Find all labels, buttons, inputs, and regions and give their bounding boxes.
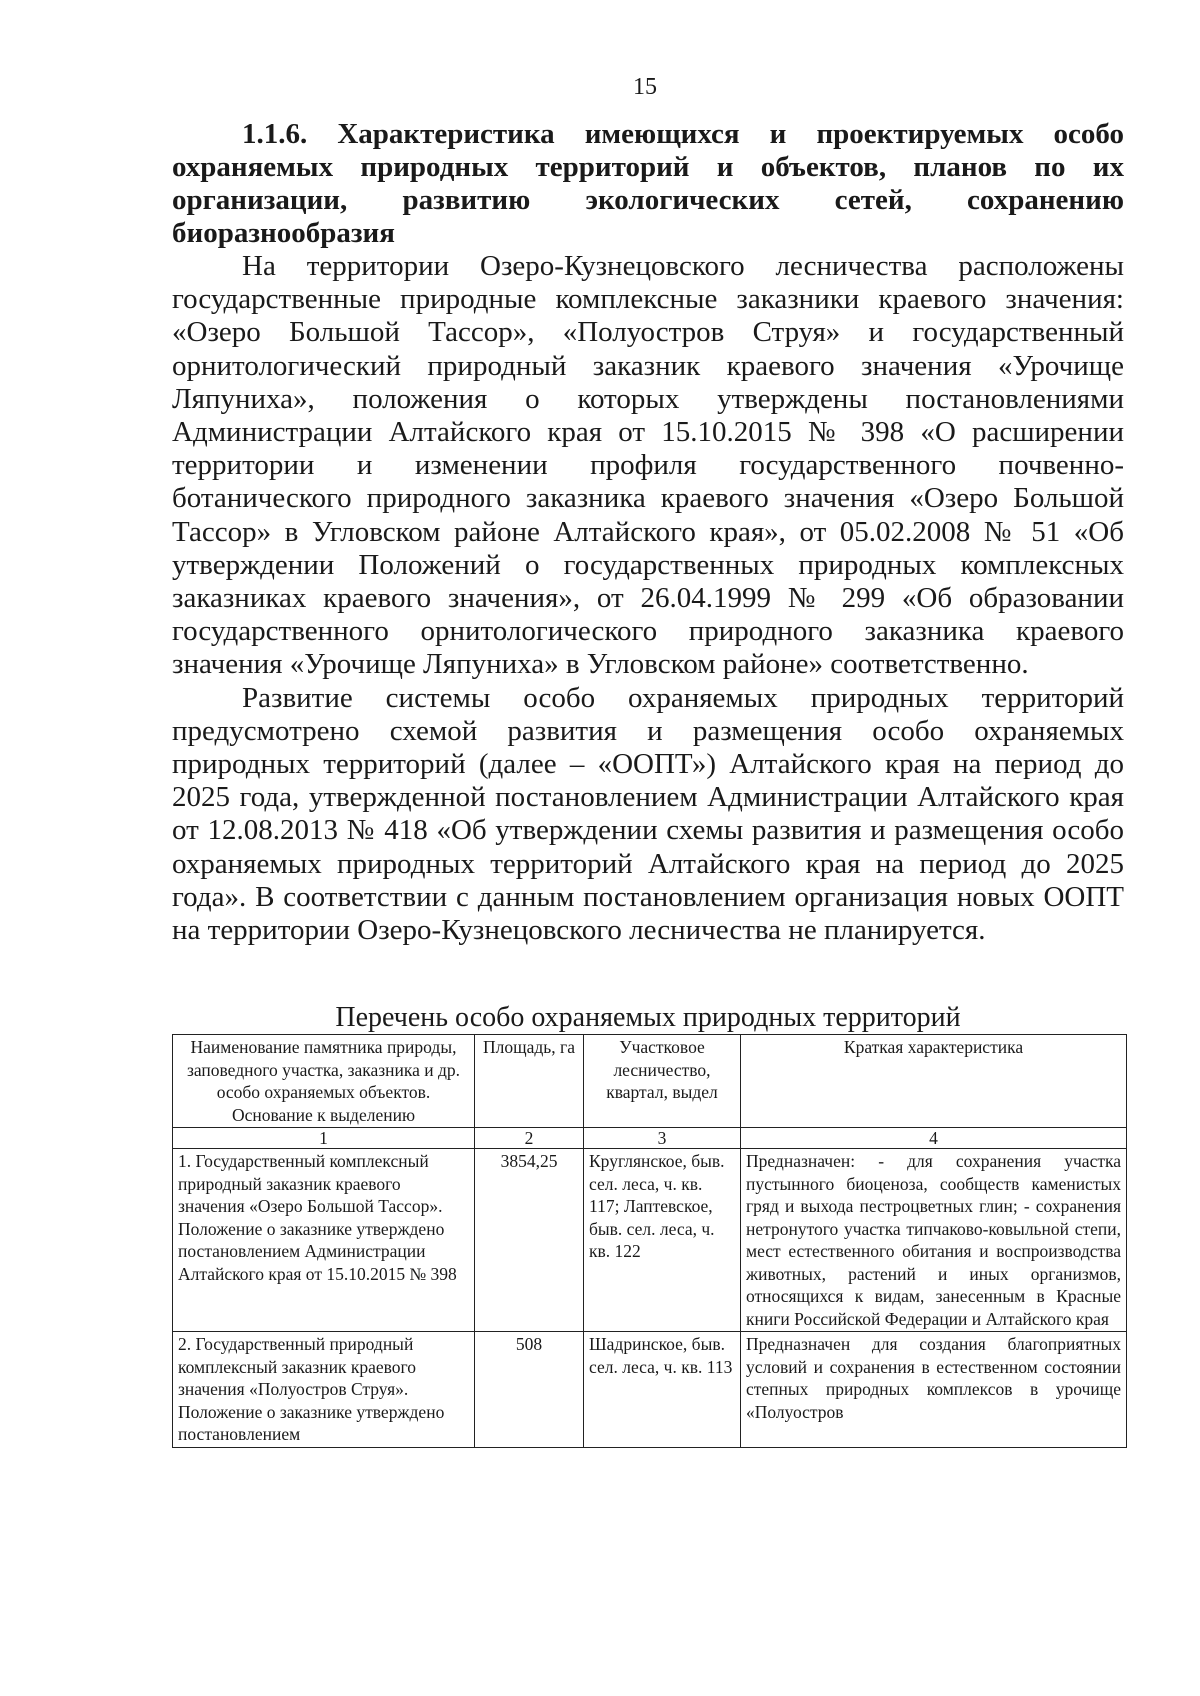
- row-area: 508: [475, 1332, 584, 1448]
- table-row: [173, 1149, 1127, 1332]
- column-number: 2: [475, 1128, 584, 1149]
- column-number: 4: [741, 1128, 1127, 1149]
- header-name: Наименование памятника природы, заповедного участка, заказника и др. особо охраняемых объектов. Основание к выделению: [173, 1035, 475, 1128]
- row-location: Круглянское, быв. сел. леса, ч. кв. 117; Лаптевское, быв. сел. леса, ч. кв. 122: [584, 1149, 741, 1332]
- header-description: Краткая характеристика: [741, 1035, 1127, 1128]
- section-content: [172, 118, 1124, 1035]
- column-number-row: [173, 1128, 1127, 1149]
- section-heading: 1.1.6. Характеристика имеющихся и проектируемых особо охраняемых природных территорий и объектов, планов по их организации, развитию экологических сетей, сохранению биоразнообразия: [172, 118, 1124, 249]
- column-number: 1: [173, 1128, 475, 1149]
- table-header-row: [173, 1035, 1127, 1128]
- row-location: Шадринское, быв. сел. леса, ч. кв. 113: [584, 1332, 741, 1448]
- row-name: 2. Государственный природный комплексный заказник краевого значения «Полуостров Струя». Положение о заказнике утверждено постановлением: [173, 1332, 475, 1448]
- row-description: Предназначен для создания благоприятных условий и сохранения в естественном состоянии степных природных комплексов в урочище «Полуостров: [741, 1332, 1127, 1448]
- row-name: 1. Государственный комплексный природный заказник краевого значения «Озеро Большой Тассор». Положение о заказнике утверждено постановлением Администрации Алтайского края от 15.10.2015 № 398: [173, 1149, 475, 1332]
- table-row: [173, 1332, 1127, 1448]
- column-number: 3: [584, 1128, 741, 1149]
- header-location: Участковое лесничество, квартал, выдел: [584, 1035, 741, 1128]
- row-description: Предназначен: - для сохранения участка пустынного биоценоза, сообществ каменистых гряд и выхода пестроцветных глин; - сохранения нетронутого участка типчаково-ковыльной степи, мест естественного обитания и воспроизводства животных, растений и иных организмов, относящихся к видам, занесенным в Красные книги Российской Федерации и Алтайского края: [741, 1149, 1127, 1332]
- oopt-table: [172, 1034, 1127, 1448]
- table-caption: Перечень особо охраняемых природных территорий: [335, 1002, 961, 1034]
- row-area: 3854,25: [475, 1149, 584, 1332]
- paragraph-1: На территории Озеро-Кузнецовского лесничества расположены государственные природные комплексные заказники краевого значения: «Озеро Большой Тассор», «Полуостров Струя» и государственный орнитологический природный заказник краевого значения «Урочище Ляпуниха», положения о которых утверждены постановлениями Администрации Алтайского края от 15.10.2015 № 398 «О расширении территории и изменении профиля государственного почвенно-ботанического природного заказника краевого значения «Озеро Большой Тассор» в Угловском районе Алтайского края», от 05.02.2008 № 51 «Об утверждении Положений о государственных природных комплексных заказниках краевого значения», от 26.04.1999 № 299 «Об образовании государственного орнитологического природного заказника краевого значения «Урочище Ляпуниха» в Угловском районе» соответственно.: [172, 250, 1124, 681]
- page-number: 15: [633, 74, 657, 100]
- header-area: Площадь, га: [475, 1035, 584, 1128]
- paragraph-2: Развитие системы особо охраняемых природных территорий предусмотрено схемой развития и размещения особо охраняемых природных территорий (далее – «ООПТ») Алтайского края на период до 2025 года, утвержденной постановлением Администрации Алтайского края от 12.08.2013 № 418 «Об утверждении схемы развития и размещения особо охраняемых природных территорий Алтайского края на период до 2025 года». В соответствии с данным постановлением организация новых ООПТ на территории Озеро-Кузнецовского лесничества не планируется.: [172, 681, 1124, 947]
